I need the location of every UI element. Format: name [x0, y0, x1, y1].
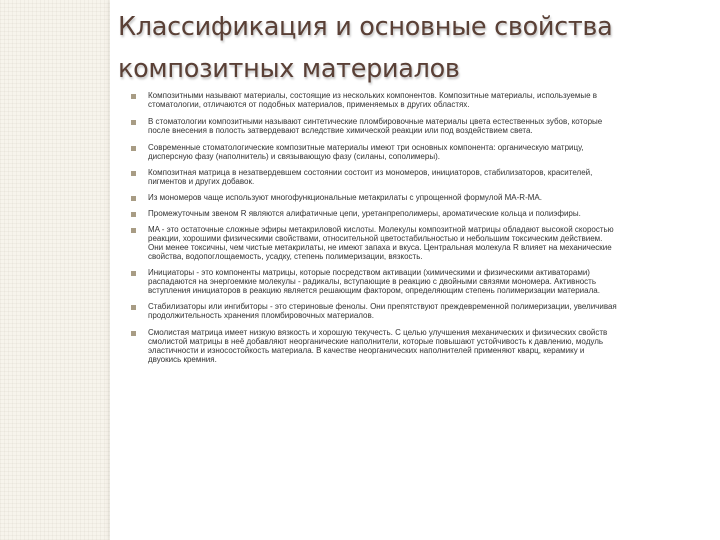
bullet-text: Из мономеров чаще используют многофункциональные метакрилаты с упрощенной формулой MA-R-MA. [148, 193, 542, 202]
bullet-text: Смолистая матрица имеет низкую вязкость и хорошую текучесть. С целью улучшения механических и физических свойств смолистой матрицы в неё добавляют неорганические наполнители, которые повышают устойчивость к давлению, модуль эластичности и износостойкость материала. В качестве неорганических наполнителей применяют кварц, керамику и двуокись кремния. [148, 328, 608, 364]
bullet-text: Композитная матрица в незатвердевшем состоянии состоит из мономеров, инициаторов, стабилизаторов, красителей, пигментов и других добавок. [148, 168, 593, 186]
bullet-text: Композитными называют материалы, состоящие из нескольких компонентов. Композитные материалы, используемые в стоматологии, отличаются от подобных материалов, применяемых в других областях. [148, 91, 598, 109]
bullet-marker-icon [131, 212, 136, 217]
bullet-item [131, 209, 671, 218]
bullet-item [131, 328, 671, 364]
bullet-item [131, 268, 671, 295]
bullet-item [131, 225, 671, 261]
bullet-text: MA - это остаточные сложные эфиры метакриловой кислоты. Молекулы композитной матрицы обладают высокой скоростью реакции, хорошими физическими свойствами, относительной цветостабильностью и небольшим токсическим действием. Они менее токсичны, чем чистые метакрилаты, не имеют запаха и вкуса. Центральная молекула R влияет на механические свойства, водопоглощаемость, усадку, степень полимеризации, вязкость. [148, 225, 614, 261]
bullet-marker-icon [131, 228, 136, 233]
bullet-marker-icon [131, 146, 136, 151]
bullet-text: В стоматологии композитными называют синтетические пломбировочные материалы цвета естественных зубов, которые после внесения в полость затвердевают вследствие химической реакции или под воздействием света. [148, 117, 603, 135]
bullet-item [131, 168, 671, 186]
bullet-text: Современные стоматологические композитные материалы имеют три основных компонента: органическую матрицу, дисперсную фазу (наполнитель) и связывающую фазу (силаны, сополимеры). [148, 143, 584, 161]
bullet-text: Стабилизаторы или ингибиторы - это стериновые фенолы. Они препятствуют преждевременной полимеризации, увеличивая продолжительность хранения пломбировочных материалов. [148, 302, 617, 320]
bullet-item [131, 91, 671, 109]
bullet-item [131, 193, 671, 202]
bullet-text: Промежуточным звеном R являются алифатичные цепи, уретанпреполимеры, ароматические кольца и полиэфиры. [148, 209, 581, 218]
bullet-marker-icon [131, 94, 136, 99]
bullet-marker-icon [131, 196, 136, 201]
bullet-item [131, 302, 671, 320]
bullet-item [131, 117, 671, 135]
bullet-item [131, 143, 671, 161]
slide-title: Классификация и основные свойства композитных материалов [118, 12, 613, 84]
bullet-marker-icon [131, 271, 136, 276]
bullet-marker-icon [131, 331, 136, 336]
bullet-marker-icon [131, 171, 136, 176]
bullet-marker-icon [131, 120, 136, 125]
bullet-text: Инициаторы - это компоненты матрицы, которые посредством активации (химическими и физическими активаторами) распадаются на энергоемкие молекулы - радикалы, вступающие в реакцию с двойными связями мономера. Активность вступления инициаторов в реакцию является решающим фактором, определяющим степень полимеризации материала. [148, 268, 600, 295]
bullet-marker-icon [131, 305, 136, 310]
